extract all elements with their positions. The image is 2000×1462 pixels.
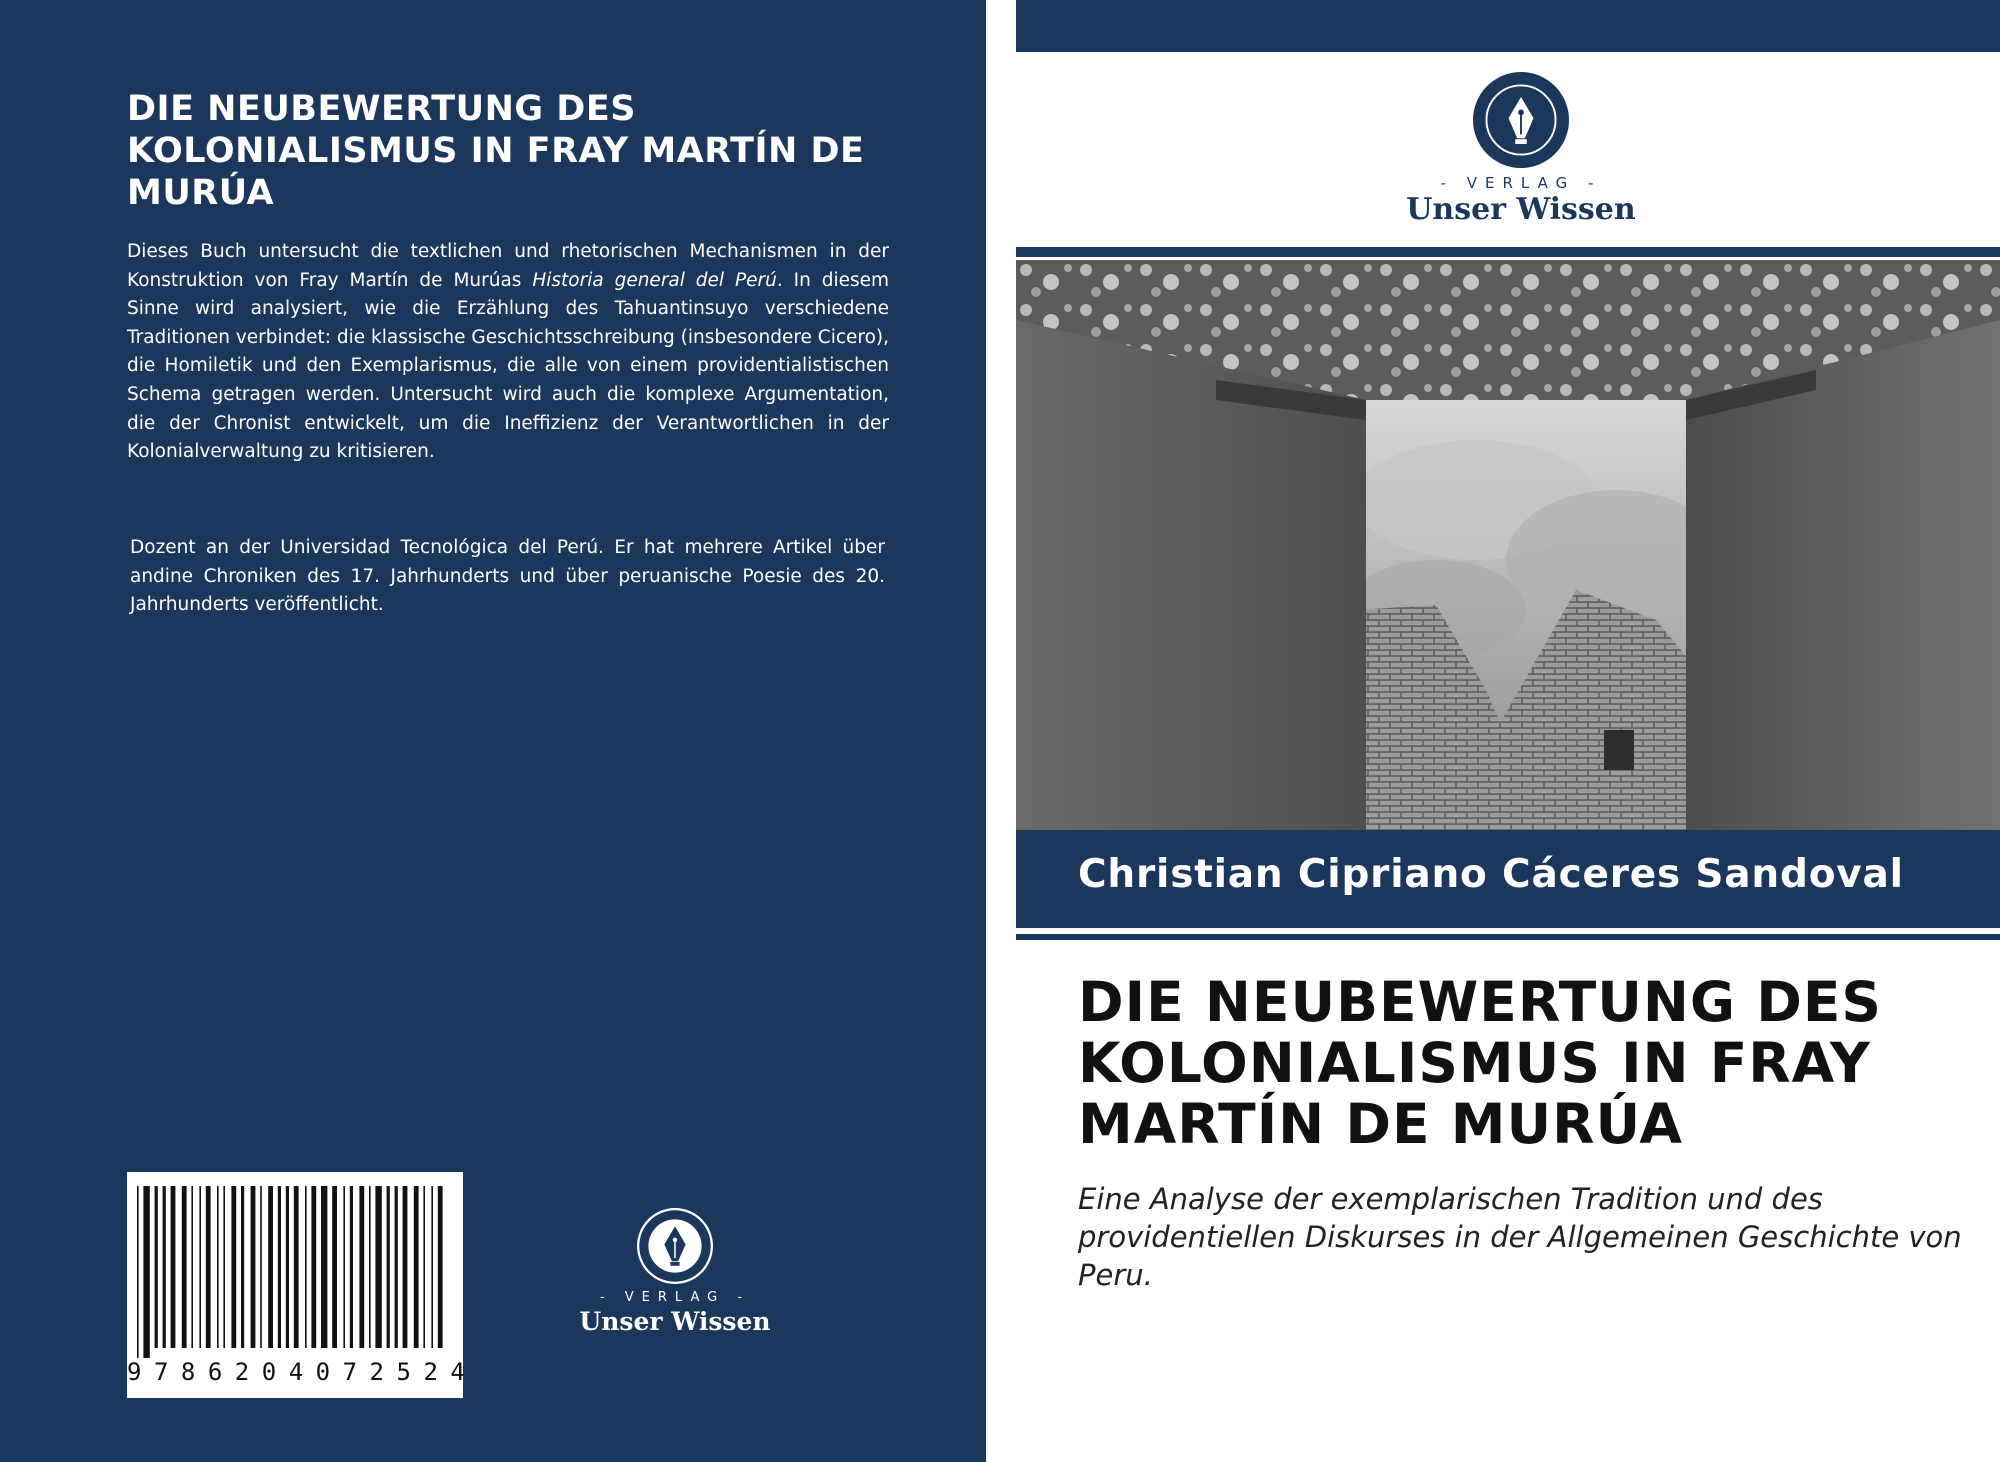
front-cover [1016,0,2000,1462]
verlag-label: - VERLAG - [1440,174,1602,192]
fountain-pen-nib-icon [1473,72,1569,168]
stone-doorway-ruins-photo [1016,260,2000,830]
publisher-name: Unser Wissen [1406,192,1636,227]
back-cover [0,0,986,1462]
front-cover-title: DIE NEUBEWERTUNG DES KOLONIALISMUS IN FRAY MARTÍN DE MURÚA [1078,970,1883,1156]
publisher-seal [637,1208,713,1284]
back-publisher-logo [570,1208,780,1336]
back-cover-blurb [127,238,889,467]
verlag-label: - VERLAG - [599,1290,751,1305]
isbn-barcode [127,1172,478,1398]
cover-photo [1016,260,2000,830]
spine-gap [986,0,1016,1462]
publisher-name: Unser Wissen [579,1307,771,1336]
barcode-bars [135,1186,451,1358]
blurb-text-start: Dieses Buch untersucht die textlichen und rhetorischen Mechanismen in der Konstruktion von Fray Martín de Murúas [127,241,889,291]
front-cover-subtitle: Eine Analyse der exemplarischen Tradition und des providentiellen Diskurses in der Allgemeinen Geschichte von Peru. [1078,1182,1962,1292]
divider-above-photo [1016,247,2000,257]
blurb-text-end: . In diesem Sinne wird analysiert, wie die Erzählung des Tahuantinsuyo verschiedene Traditionen verbindet: die klassische Geschichtsschreibung (insbesondere Cicero), die Homiletik und den Exemplarismus, die alle von einem providentialistischen Schema getragen werden. Untersucht wird auch die komplexe Argumentation, die der Chronist entwickelt, um die Ineffizienz der Verantwortlichen in der Kolonialverwaltung zu kritisieren. [127,269,890,463]
publisher-seal [1473,72,1569,168]
front-publisher-logo [1396,72,1646,227]
divider-below-author [1016,934,2000,940]
author-name: Christian Cipriano Cáceres Sandoval [1078,852,1904,897]
blurb-book-title: Historia general del Perú [532,269,777,291]
author-bio: Dozent an der Universidad Tecnológica del Perú. Er hat mehrere Artikel über andine Chroniken des 17. Jahrhunderts und über peruanische Poesie des 20. Jahrhunderts veröffentlicht. [130,537,885,616]
author-band [1016,830,2000,928]
fountain-pen-nib-icon [637,1208,713,1284]
back-cover-title: DIE NEUBEWERTUNG DES KOLONIALISMUS IN FRAY MARTÍN DE MURÚA [127,89,865,213]
isbn-digits: 9786204072524 [127,1358,478,1386]
top-bar [1016,0,2000,52]
